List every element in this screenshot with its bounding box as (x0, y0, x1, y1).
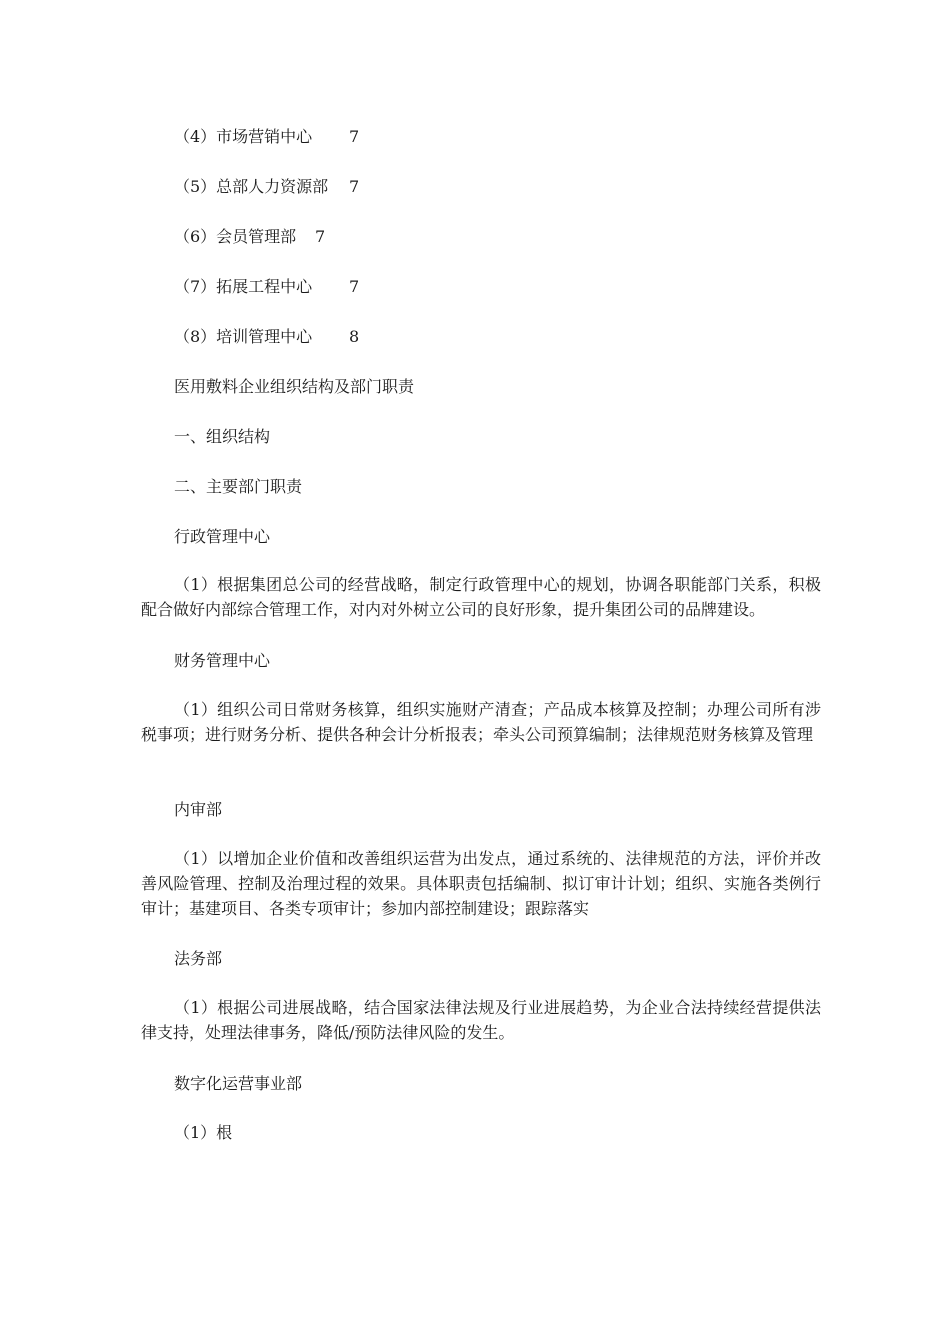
toc-entry-page: 7 (349, 177, 360, 196)
section-heading: 一、组织结构 (174, 427, 271, 446)
department-description: （1）根 (174, 1123, 233, 1142)
section-heading: 二、主要部门职责 (174, 477, 303, 496)
toc-entry-page: 7 (349, 127, 360, 146)
toc-entry-label: （4）市场营销中心 (174, 127, 313, 146)
department-heading: 法务部 (174, 949, 223, 968)
toc-entry-label: （7）拓展工程中心 (174, 277, 313, 296)
department-description: （1）根据集团总公司的经营战略，制定行政管理中心的规划，协调各职能部门关系，积极配合做好内部综合管理工作，对内对外树立公司的良好形象，提升集团公司的品牌建设。 (141, 575, 821, 619)
department-description: （1）以增加企业价值和改善组织运营为出发点，通过系统的、法律规范的方法，评价并改善风险管理、控制及治理过程的效果。具体职责包括编制、拟订审计计划；组织、实施各类例行审计；基建项目、各类专项审计；参加内部控制建设；跟踪落实 (141, 849, 821, 918)
toc-entry (174, 327, 360, 347)
department-heading: 财务管理中心 (174, 651, 271, 670)
toc-entry-label: （6）会员管理部 (174, 227, 297, 246)
department-heading: 内审部 (174, 800, 223, 819)
toc-entry (174, 227, 326, 247)
toc-entry (174, 177, 360, 197)
document-title: 医用敷料企业组织结构及部门职责 (174, 377, 415, 396)
department-heading: 行政管理中心 (174, 527, 271, 546)
department-description: （1）根据公司进展战略，结合国家法律法规及行业进展趋势，为企业合法持续经营提供法律支持，处理法律事务，降低/预防法律风险的发生。 (141, 998, 821, 1042)
department-heading: 数字化运营事业部 (174, 1074, 303, 1093)
toc-entry-page: 7 (349, 277, 360, 296)
toc-entry (174, 127, 360, 147)
toc-entry-label: （8）培训管理中心 (174, 327, 313, 346)
toc-entry-page: 7 (315, 227, 326, 246)
department-description: （1）组织公司日常财务核算，组织实施财产清查；产品成本核算及控制；办理公司所有涉税事项；进行财务分析、提供各种会计分析报表；牵头公司预算编制；法律规范财务核算及管理 (141, 700, 821, 744)
toc-entry-label: （5）总部人力资源部 (174, 177, 329, 196)
toc-entry (174, 277, 360, 297)
toc-entry-page: 8 (349, 327, 360, 346)
